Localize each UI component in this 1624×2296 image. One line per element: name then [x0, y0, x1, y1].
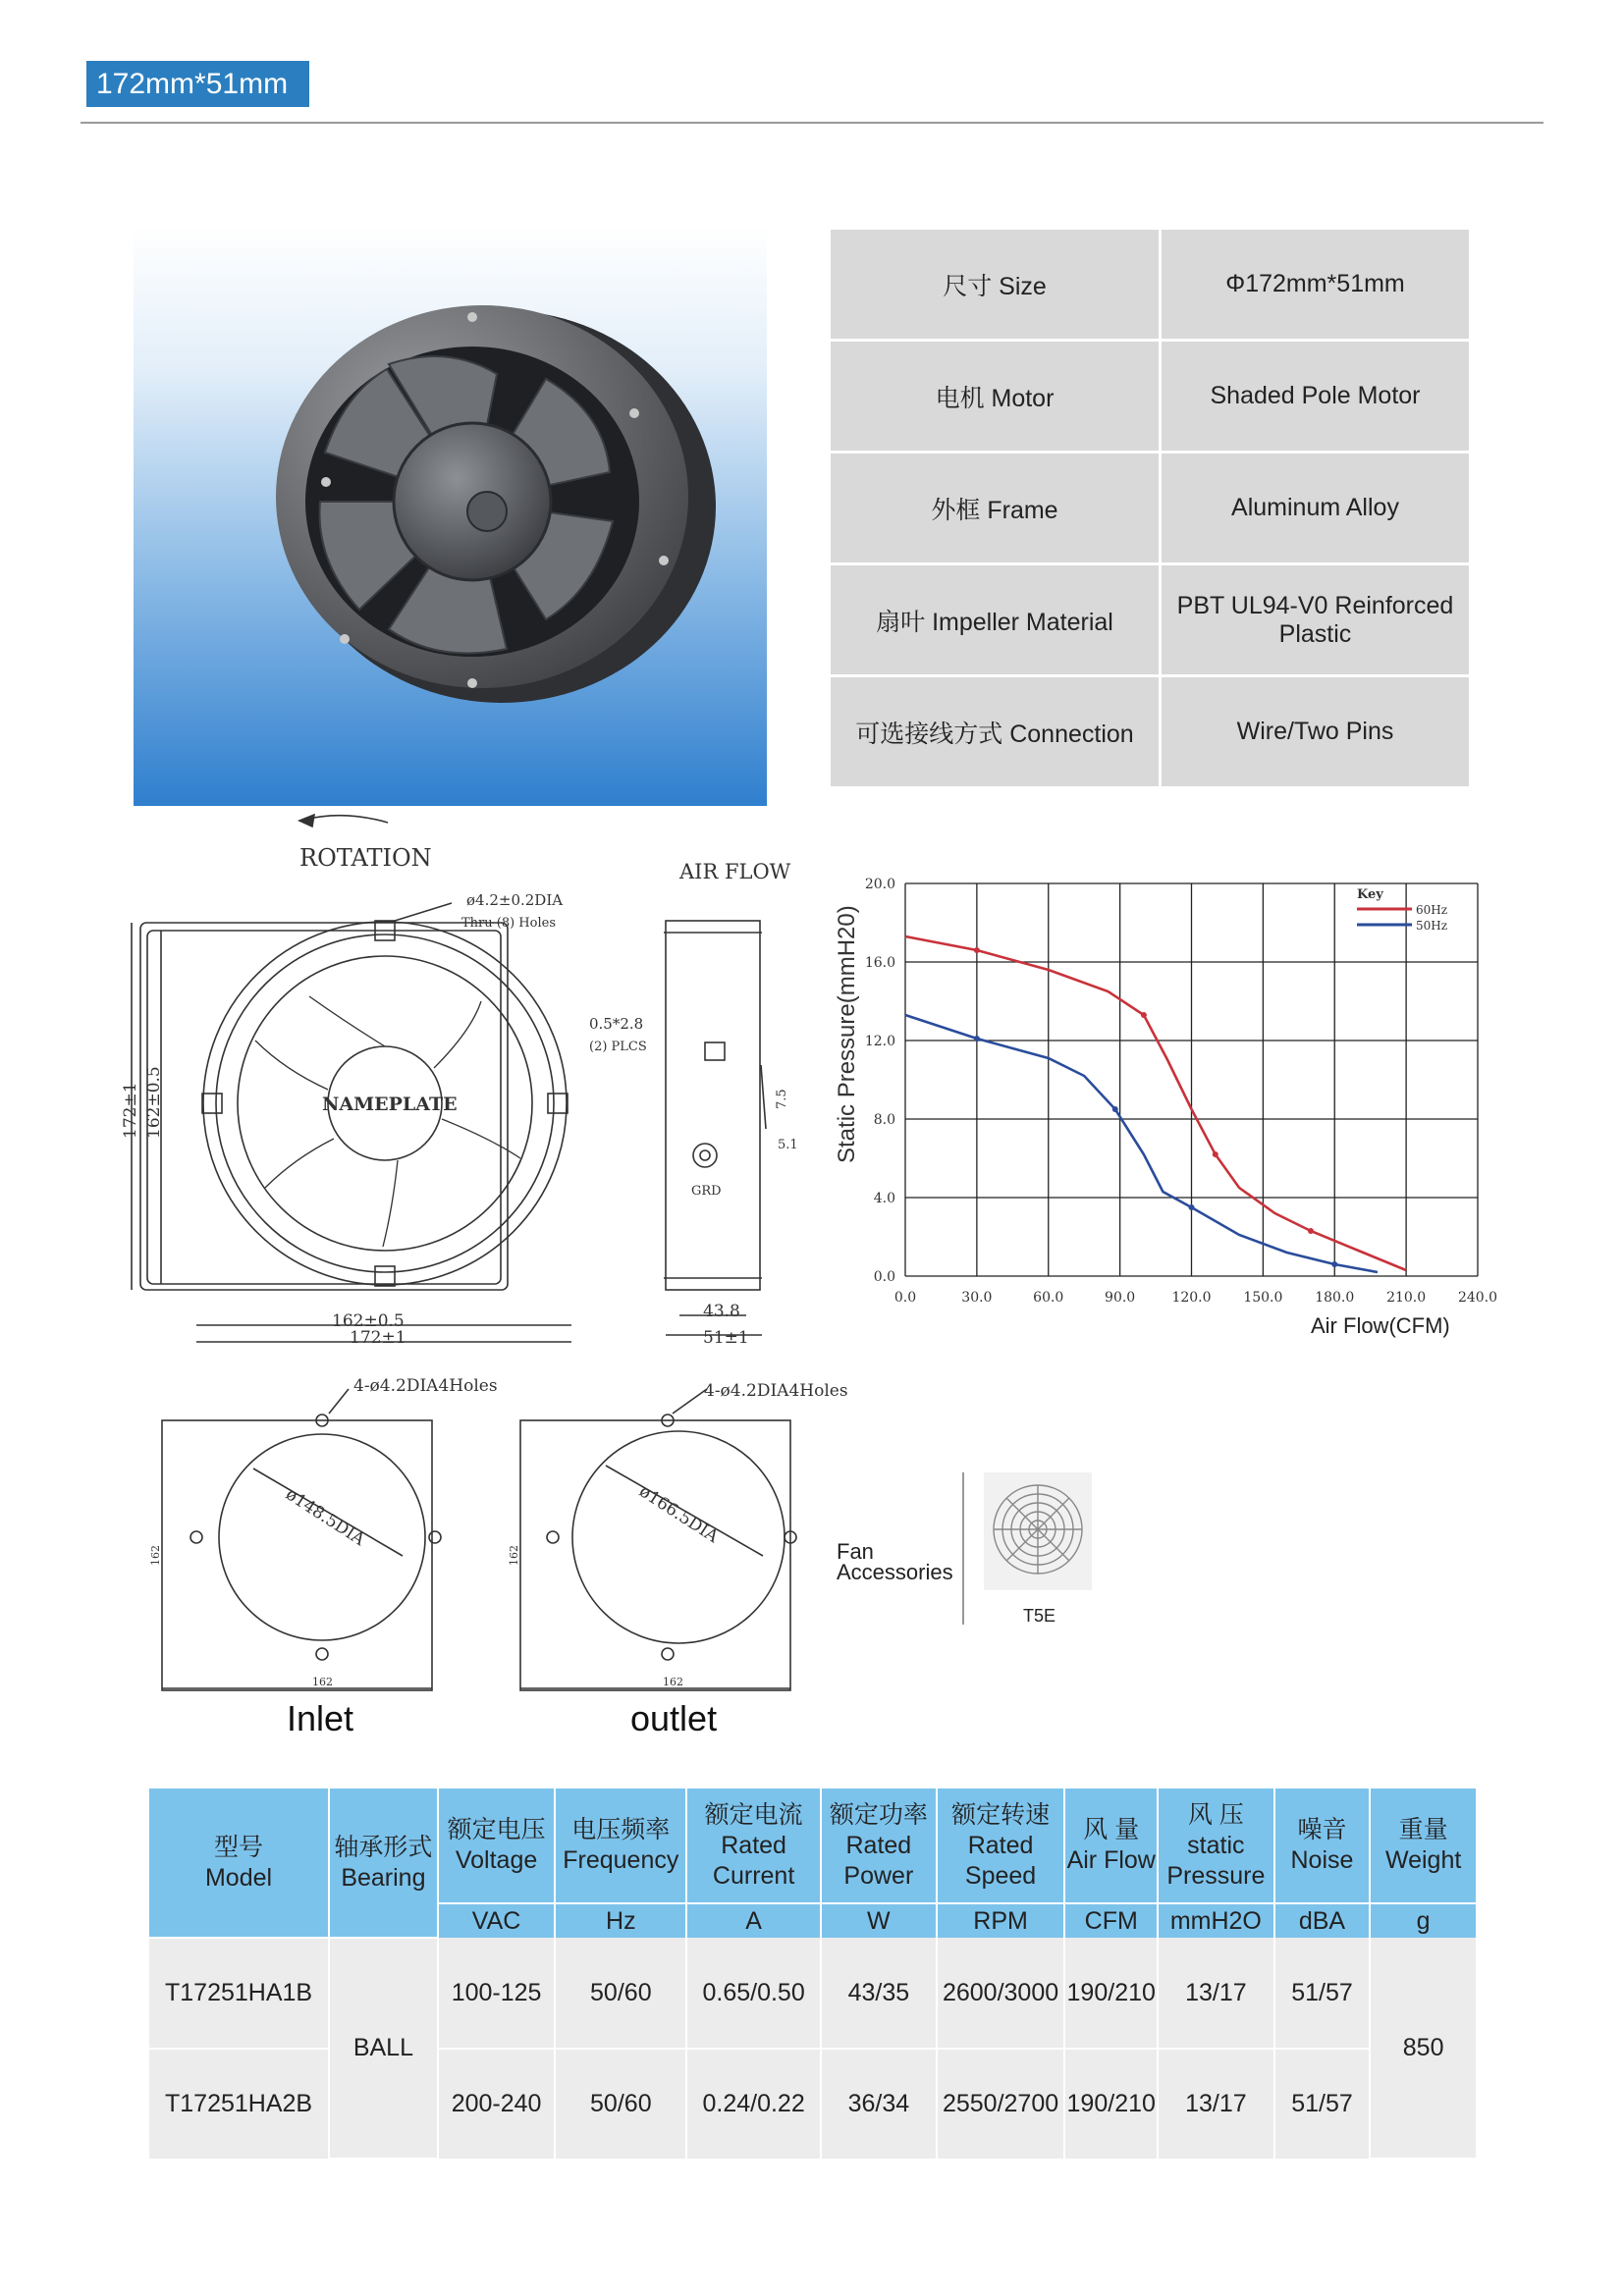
y-tick-label: 4.0 [873, 1191, 895, 1206]
x-tick-label: 30.0 [961, 1290, 993, 1306]
spec-label: 电机 Motor [830, 341, 1161, 453]
y-tick-label: 16.0 [864, 955, 895, 971]
dim-43-label: 43.8 [703, 1302, 740, 1321]
pin-spec-label: 0.5*2.8 [589, 1015, 644, 1033]
cell-speed: 2600/3000 [937, 1938, 1065, 2049]
spec-value: Wire/Two Pins [1161, 676, 1471, 788]
accessories-label [837, 1541, 953, 1582]
chart-marks [905, 936, 1406, 1272]
spec-label: 扇叶 Impeller Material [830, 564, 1161, 676]
spec-row [830, 229, 1471, 341]
cell-bearing: BALL [329, 1938, 438, 2159]
cell-voltage: 100-125 [438, 1938, 556, 2049]
fan-illustration [134, 227, 767, 806]
unit-noise: dBA [1274, 1903, 1371, 1938]
y-tick-label: 12.0 [864, 1034, 895, 1049]
series-line-60hz [905, 936, 1406, 1270]
fan-product-photo [134, 227, 767, 806]
cell-current: 0.65/0.50 [686, 1938, 821, 2049]
cell-frequency: 50/60 [555, 2049, 686, 2159]
accessory-code: T5E [1023, 1606, 1056, 1626]
cell-noise: 51/57 [1274, 2049, 1371, 2159]
unit-airflow: CFM [1064, 1903, 1158, 1938]
dim-51-label: 51±1 [703, 1328, 749, 1348]
fan-guard-icon [984, 1472, 1092, 1590]
dim-162-label: 162±0.5 [332, 1311, 405, 1331]
spec-value: Φ172mm*51mm [1161, 229, 1471, 341]
header-weight: 重量 Weight [1370, 1789, 1476, 1903]
dim-172-label: 172±1 [350, 1328, 406, 1348]
x-tick-label: 210.0 [1386, 1290, 1427, 1306]
spec-label: 尺寸 Size [830, 229, 1161, 341]
y-tick-label: 8.0 [873, 1112, 895, 1128]
rotation-label: ROTATION [299, 844, 432, 872]
header-frequency: 电压频率 Frequency [555, 1789, 686, 1903]
cell-weight: 850 [1370, 1938, 1476, 2159]
cell-model: T17251HA1B [149, 1938, 329, 2049]
unit-weight: g [1370, 1903, 1476, 1938]
cell-power: 36/34 [821, 2049, 937, 2159]
outlet-hole-note: 4-ø4.2DIA4Holes [704, 1381, 848, 1401]
cell-model: T17251HA2B [149, 2049, 329, 2159]
data-point-60hz [974, 947, 980, 953]
holes-label: Thru (8) Holes [461, 916, 556, 931]
inlet-side-vertical-label: 162 [149, 1545, 162, 1566]
inlet-diameter-label: ø148.5DIA [282, 1484, 368, 1551]
unit-voltage: VAC [438, 1903, 556, 1938]
header-model: 型号 Model [149, 1789, 329, 1938]
dim-75-label: 7.5 [775, 1089, 789, 1109]
x-axis-label: Air Flow(CFM) [1311, 1313, 1450, 1338]
performance-chart [825, 864, 1498, 1355]
data-point-60hz [1141, 1012, 1147, 1018]
accessories-label-line2: Accessories [837, 1560, 953, 1584]
grd-label: GRD [691, 1184, 722, 1199]
airflow-label: AIR FLOW [679, 860, 791, 883]
accessories-divider [962, 1472, 964, 1625]
header-noise: 噪音 Noise [1274, 1789, 1371, 1903]
data-point-50hz [1189, 1204, 1195, 1210]
spec-value: Shaded Pole Motor [1161, 341, 1471, 453]
inlet-hole-note: 4-ø4.2DIA4Holes [353, 1376, 498, 1396]
data-point-60hz [1213, 1151, 1218, 1157]
outlet-mounting-drawing [496, 1369, 859, 1742]
spec-row [830, 676, 1471, 788]
data-point-60hz [1308, 1228, 1314, 1234]
x-tick-label: 150.0 [1243, 1290, 1283, 1306]
legend-label-60hz: 60Hz [1416, 903, 1448, 917]
x-tick-label: 0.0 [893, 1290, 917, 1306]
header-voltage: 额定电压 Voltage [438, 1789, 556, 1903]
data-point-50hz [974, 1036, 980, 1041]
cell-noise: 51/57 [1274, 1938, 1371, 2049]
spec-label: 外框 Frame [830, 453, 1161, 564]
spec-row [830, 341, 1471, 453]
outlet-side-vertical-label: 162 [508, 1545, 520, 1566]
x-tick-label: 120.0 [1171, 1290, 1212, 1306]
unit-current: A [686, 1903, 821, 1938]
cell-current: 0.24/0.22 [686, 2049, 821, 2159]
cell-power: 43/35 [821, 1938, 937, 2049]
outlet-side-label: 162 [663, 1676, 683, 1688]
cell-speed: 2550/2700 [937, 2049, 1065, 2159]
hole-spec-label: ø4.2±0.2DIA [466, 891, 564, 909]
x-tick-label: 180.0 [1315, 1290, 1355, 1306]
dim-51b-label: 5.1 [778, 1138, 798, 1152]
unit-frequency: Hz [555, 1903, 686, 1938]
inlet-mounting-drawing [137, 1369, 498, 1742]
y-tick-label: 20.0 [864, 877, 895, 892]
fan-guard-thumbnail [984, 1472, 1092, 1590]
spec-row [830, 564, 1471, 676]
cell-frequency: 50/60 [555, 1938, 686, 2049]
header-current: 额定电流 Rated Current [686, 1789, 821, 1903]
cell-pressure: 13/17 [1158, 2049, 1274, 2159]
inlet-side-label: 162 [312, 1676, 333, 1688]
y-axis-label: Static Pressure(mmH20) [834, 905, 860, 1163]
page-title-badge: 172mm*51mm [86, 61, 309, 107]
chart-grid [905, 883, 1478, 1276]
data-point-50hz [1331, 1261, 1337, 1267]
table-row [149, 1938, 1476, 2049]
outlet-diameter-label: ø166.5DIA [635, 1481, 722, 1548]
model-data-table [149, 1789, 1476, 2160]
header-pressure: 风 压 static Pressure [1158, 1789, 1274, 1903]
spec-table [828, 227, 1472, 789]
y-tick-label: 0.0 [873, 1269, 895, 1285]
dimension-drawing [118, 815, 844, 1364]
x-tick-label: 90.0 [1105, 1290, 1136, 1306]
unit-speed: RPM [937, 1903, 1065, 1938]
header-airflow: 风 量 Air Flow [1064, 1789, 1158, 1903]
x-tick-label: 240.0 [1457, 1290, 1498, 1306]
cell-airflow: 190/210 [1064, 2049, 1158, 2159]
legend-label-50hz: 50Hz [1416, 919, 1448, 933]
title-divider [81, 122, 1543, 124]
nameplate-label: NAMEPLATE [322, 1094, 458, 1115]
header-speed: 额定转速 Rated Speed [937, 1789, 1065, 1903]
cell-voltage: 200-240 [438, 2049, 556, 2159]
spec-value: Aluminum Alloy [1161, 453, 1471, 564]
header-bearing: 轴承形式 Bearing [329, 1789, 438, 1938]
accessories-label-line1: Fan [837, 1539, 874, 1564]
outlet-label: outlet [630, 1698, 718, 1738]
inlet-label: Inlet [287, 1698, 354, 1738]
unit-pressure: mmH2O [1158, 1903, 1274, 1938]
cell-pressure: 13/17 [1158, 1938, 1274, 2049]
x-tick-label: 60.0 [1033, 1290, 1064, 1306]
dim-162-vertical-label: 162±0.5 [144, 1066, 164, 1139]
spec-value: PBT UL94-V0 Reinforced Plastic [1161, 564, 1471, 676]
spec-label: 可选接线方式 Connection [830, 676, 1161, 788]
header-power: 额定功率 Rated Power [821, 1789, 937, 1903]
unit-power: W [821, 1903, 937, 1938]
rotation-arrow-icon [304, 816, 388, 823]
cell-airflow: 190/210 [1064, 1938, 1158, 2049]
dim-172-vertical-label: 172±1 [121, 1082, 140, 1139]
plcs-label: (2) PLCS [589, 1040, 647, 1054]
table-header-row [149, 1789, 1476, 1903]
data-point-50hz [1112, 1106, 1118, 1112]
series-line-50hz [905, 1015, 1378, 1272]
spec-row [830, 453, 1471, 564]
legend-title: Key [1357, 887, 1383, 902]
